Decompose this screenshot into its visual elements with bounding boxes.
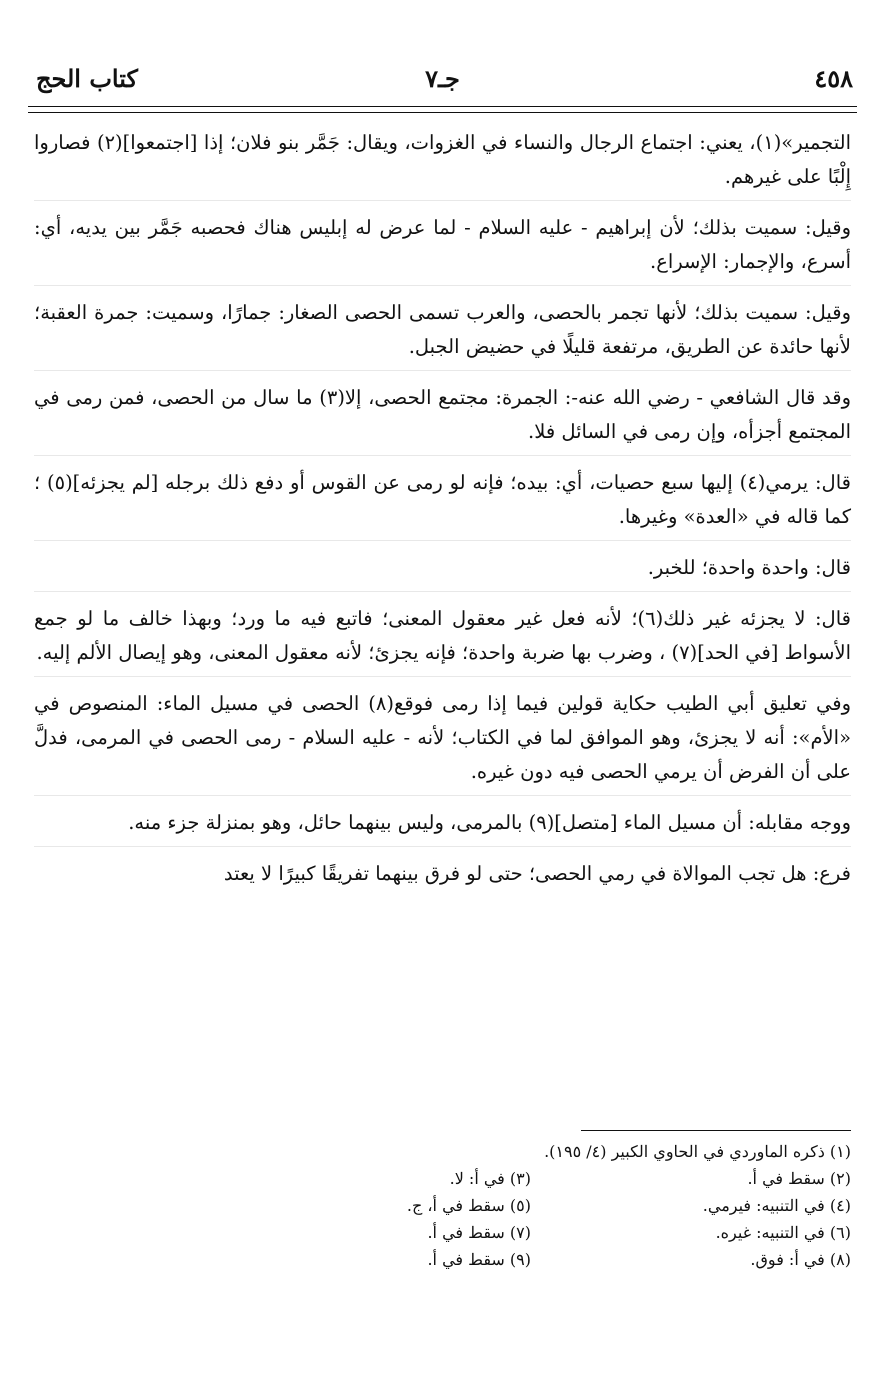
footnote: (٣) في أ: لا. [449, 1169, 531, 1188]
page-number: ٤٥٨ [814, 64, 853, 93]
footnote-row [34, 1219, 851, 1246]
footnote-divider [581, 1130, 851, 1131]
footnote: (٤) في التنبيه: فيرمي. [702, 1196, 851, 1215]
volume-label: جـ٧ [425, 64, 460, 93]
footnote-row [34, 1246, 851, 1273]
header-divider-double [28, 112, 857, 113]
paragraph: التجمير»(١)، يعني: اجتماع الرجال والنساء في الغزوات، ويقال: جَمَّر بنو فلان؛ إذا [اجتمعوا](٢) فصاروا إِلْبًا على غيرهم. [34, 126, 851, 201]
footnote: (١) ذكره الماوردي في الحاوي الكبير (٤/ ١٩٥). [544, 1142, 851, 1161]
paragraph: وفي تعليق أبي الطيب حكاية قولين فيما إذا رمى فوقع(٨) الحصى في مسيل الماء: المنصوص في «الأم»: أنه لا يجزئ، وهو الموافق لما في الكتاب؛ لأنه - عليه السلام - رمى الحصى في المرمى، فدلَّ على أن الفرض أن يرمي الحصى فيه دون غيره. [34, 687, 851, 796]
footnote: (٨) في أ: فوق. [750, 1250, 851, 1269]
footnote: (٦) في التنبيه: غيره. [715, 1223, 851, 1242]
book-title: كتاب الحج [36, 64, 138, 93]
paragraph: ووجه مقابله: أن مسيل الماء [متصل](٩) بالمرمى، وليس بينهما حائل، وهو بمنزلة جزء منه. [34, 806, 851, 847]
paragraph: قال: لا يجزئه غير ذلك(٦)؛ لأنه فعل غير معقول المعنى؛ فاتبع فيه ما ورد؛ وبهذا خالف ما لو جمع الأسواط [في الحد](٧) ، وضرب بها ضربة واحدة؛ فإنه يجزئ؛ لأنه معقول المعنى، وهو إيصال الألم إليه. [34, 602, 851, 677]
footnote: (٩) سقط في أ. [427, 1250, 531, 1269]
footnote-row [34, 1192, 851, 1219]
paragraph: وقيل: سميت بذلك؛ لأنها تجمر بالحصى، والعرب تسمى الحصى الصغار: جمارًا، وسميت: جمرة العقبة؛ لأنها حائدة عن الطريق، مرتفعة قليلًا في حضيض الجبل. [34, 296, 851, 371]
footnote-row [34, 1165, 851, 1192]
paragraph: قال: يرمي(٤) إليها سبع حصيات، أي: بيده؛ فإنه لو رمى عن القوس أو دفع ذلك برجله [لم يجزئه](٥) ؛ كما قاله في «العدة» وغيرها. [34, 466, 851, 541]
footnotes [34, 1138, 851, 1273]
paragraph: وقيل: سميت بذلك؛ لأن إبراهيم - عليه السلام - لما عرض له إبليس هناك فحصبه جَمَّر بين يديه، أي: أسرع، والإجمار: الإسراع. [34, 211, 851, 286]
page-header [28, 58, 857, 102]
header-divider [28, 106, 857, 107]
footnote: (٥) سقط في أ، ج. [406, 1196, 531, 1215]
footnote: (٧) سقط في أ. [427, 1223, 531, 1242]
paragraph: فرع: هل تجب الموالاة في رمي الحصى؛ حتى لو فرق بينهما تفريقًا كبيرًا لا يعتد [223, 862, 851, 885]
paragraph: قال: واحدة واحدة؛ للخبر. [34, 551, 851, 592]
paragraph: وقد قال الشافعي - رضي الله عنه-: الجمرة: مجتمع الحصى، إلا(٣) ما سال من الحصى، فمن رمى في المجتمع أجزأه، وإن رمى في السائل فلا. [34, 381, 851, 456]
main-text [34, 126, 851, 907]
footnote: (٢) سقط في أ. [747, 1169, 851, 1188]
